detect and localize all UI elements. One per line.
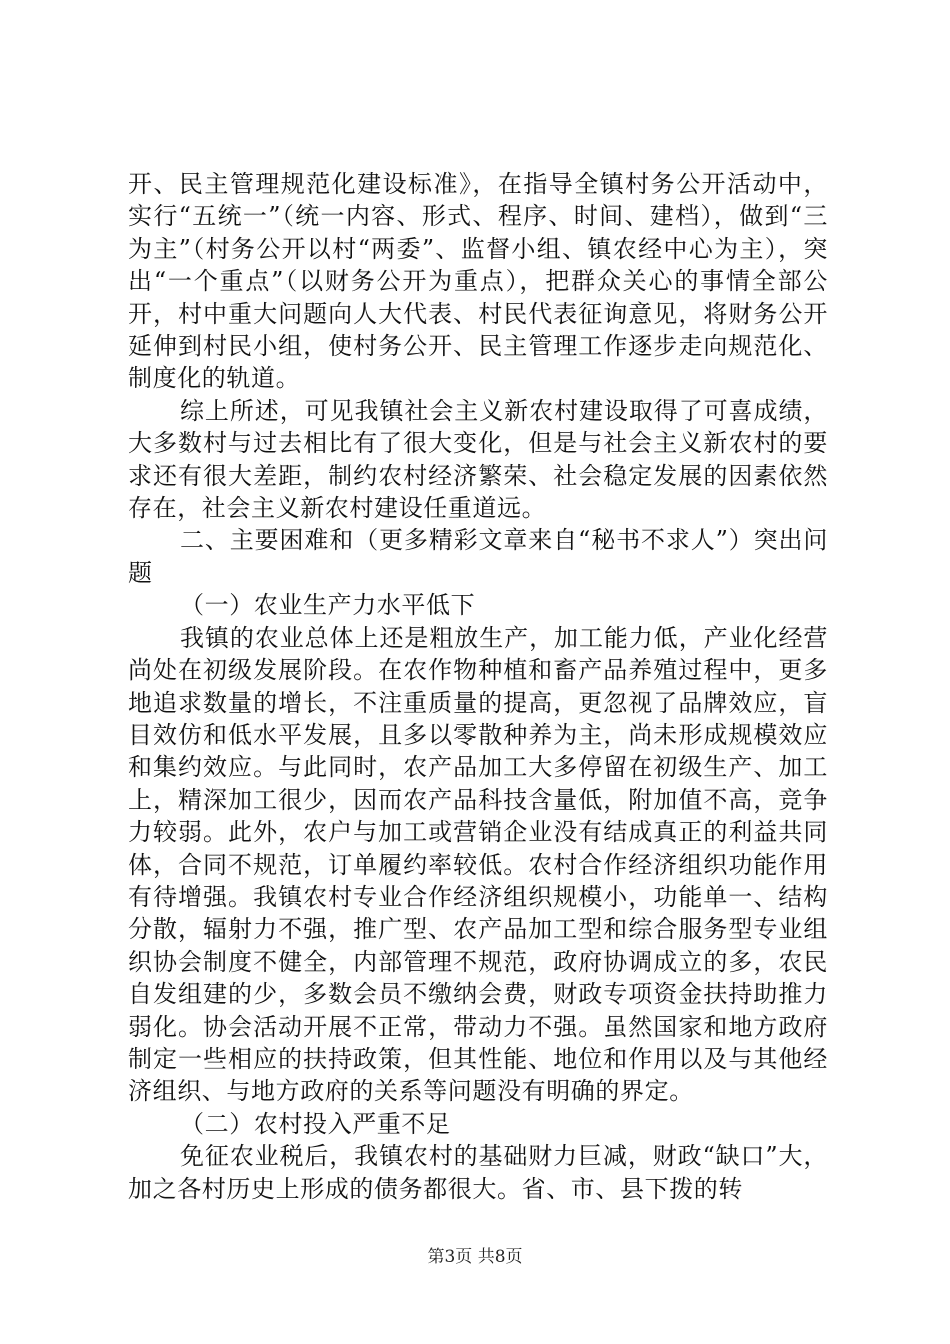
paragraph-summary: 综上所述，可见我镇社会主义新农村建设取得了可喜成绩，大多数村与过去相比有了很大变化，但是与社会主义新农村的要求还有很大差距，制约农村经济繁荣、社会稳定发展的因素依然存在，社会主义新农村建设任重道远。 <box>128 396 828 523</box>
paragraph-insufficient-investment: 免征农业税后，我镇农村的基础财力巨减，财政“缺口”大，加之各村历史上形成的债务都很大。省、市、县下拨的转 <box>128 1142 828 1203</box>
document-body <box>128 168 828 1205</box>
section-heading-difficulties: 二、主要困难和（更多精彩文章来自“秘书不求人”）突出问题 <box>128 526 828 587</box>
paragraph-village-affairs-continuation: 开、民主管理规范化建设标准》，在指导全镇村务公开活动中，实行“五统一”（统一内容、形式、程序、时间、建档），做到“三为主”（村务公开以村“两委”、监督小组、镇农经中心为主），突出“一个重点”（以财务公开为重点），把群众关心的事情全部公开，村中重大问题向人大代表、村民代表征询意见，将财务公开延伸到村民小组，使村务公开、民主管理工作逐步走向规范化、制度化的轨道。 <box>128 170 828 393</box>
paragraph-low-productivity: 我镇的农业总体上还是粗放生产，加工能力低，产业化经营尚处在初级发展阶段。在农作物种植和畜产品养殖过程中，更多地追求数量的增长，不注重质量的提高，更忽视了品牌效应，盲目效仿和低水平发展，且多以零散种养为主，尚未形成规模效应和集约效应。与此同时，农产品加工大多停留在初级生产、加工上，精深加工很少，因而农产品科技含量低，附加值不高，竞争力较弱。此外，农户与加工或营销企业没有结成真正的利益共同体，合同不规范，订单履约率较低。农村合作经济组织功能作用有待增强。我镇农村专业合作经济组织规模小，功能单一、结构分散，辐射力不强，推广型、农产品加工型和综合服务型专业组织协会制度不健全，内部管理不规范，政府协调成立的多，农民自发组建的少，多数会员不缴纳会费，财政专项资金扶持助推力弱化。协会活动开展不正常，带动力不强。虽然国家和地方政府制定一些相应的扶持政策，但其性能、地位和作用以及与其他经济组织、与地方政府的关系等问题没有明确的界定。 <box>128 623 828 1106</box>
subheading-low-productivity: （一）农业生产力水平低下 <box>180 591 476 620</box>
page-number-footer: 第3页 共8页 <box>427 1247 523 1267</box>
subheading-insufficient-investment: （二）农村投入严重不足 <box>180 1109 451 1138</box>
